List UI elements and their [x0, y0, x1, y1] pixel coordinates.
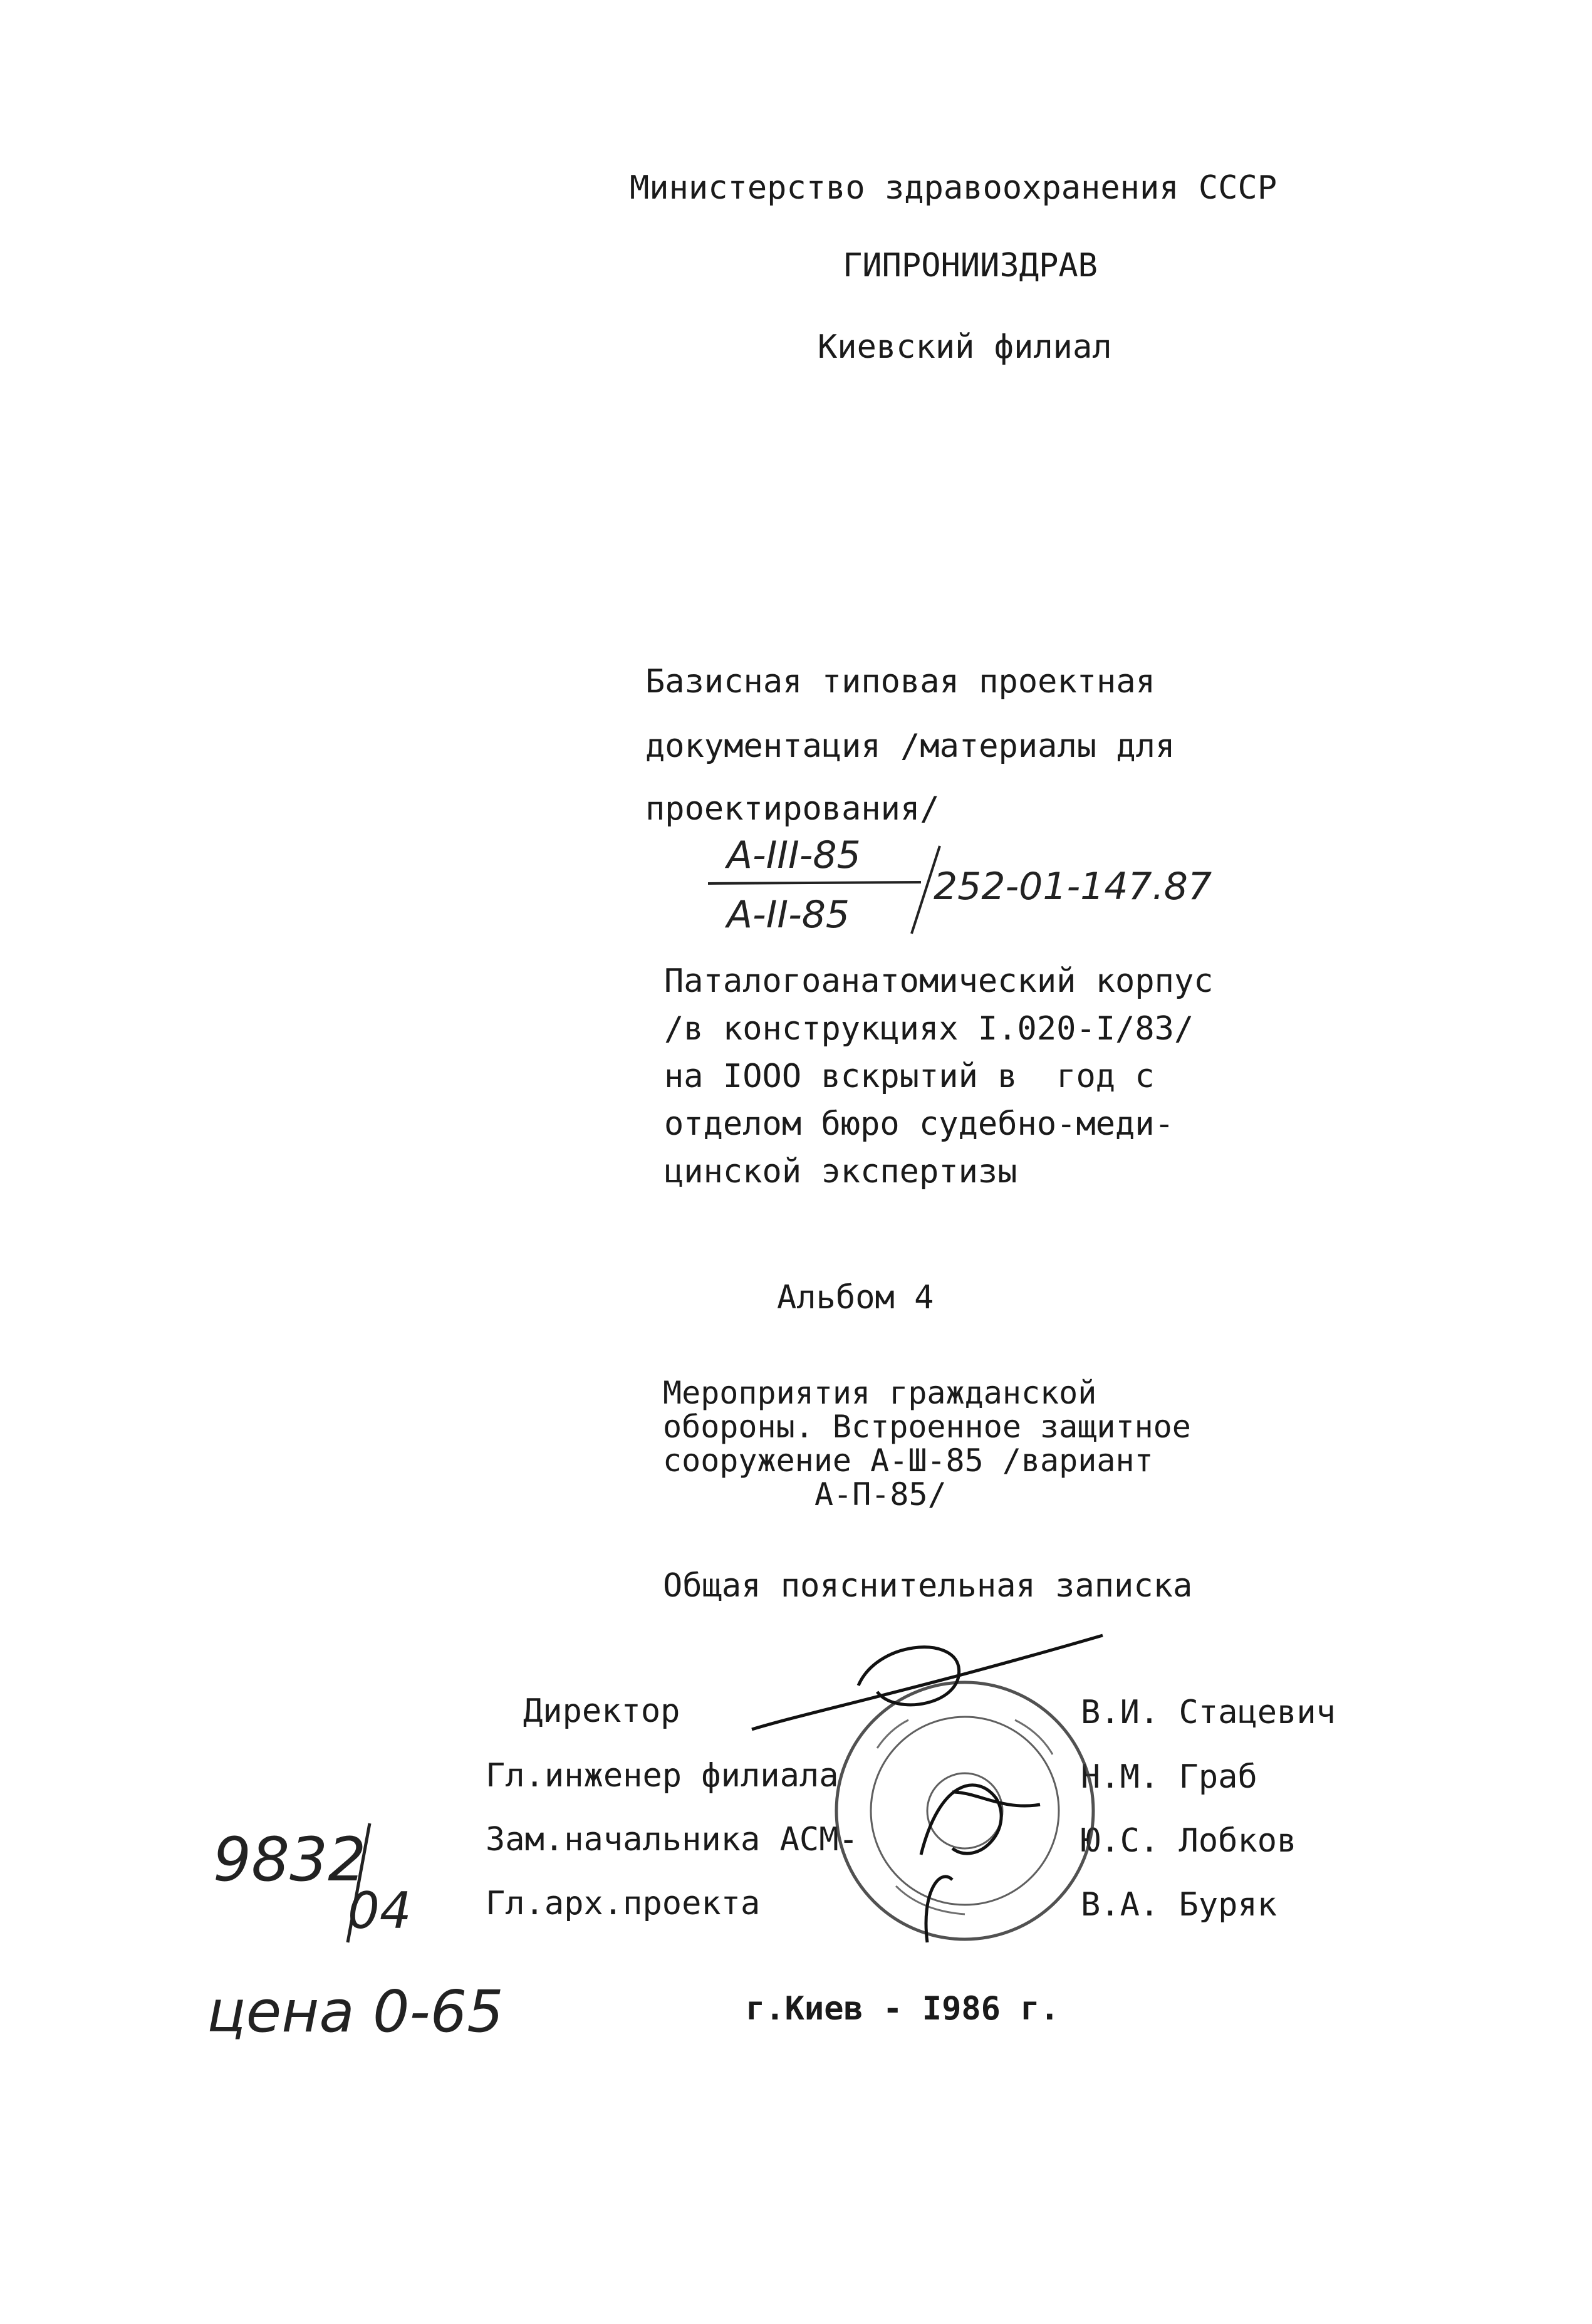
signature-name-4: В.А. Буряк — [1081, 1886, 1277, 1924]
signature-role-4: Гл.арх.проекта — [486, 1885, 761, 1922]
object-line-3: на IOOO вскрытий в год с — [664, 1058, 1155, 1095]
object-line-2: /в конструкциях I.020-I/83/ — [664, 1010, 1194, 1048]
album-label: Альбом 4 — [777, 1279, 934, 1316]
code-numerator: А-III-85 — [727, 833, 861, 877]
institute-title: ГИПРОНИИЗДРАВ — [843, 247, 1098, 284]
round-seal-icon — [836, 1682, 1093, 1939]
code-fraction-line — [708, 882, 921, 883]
branch-title: Киевский филиал — [818, 328, 1112, 366]
description-line-3: проектирования/ — [645, 790, 940, 828]
signature-name-3: Ю.С. Лобков — [1081, 1822, 1297, 1860]
inventory-suffix: 04 — [348, 1882, 412, 1940]
section-line-4: А-П-85/ — [814, 1476, 947, 1513]
note-title: Общая пояснительная записка — [663, 1567, 1193, 1605]
section-line-1: Мероприятия гражданской — [663, 1375, 1097, 1411]
object-line-5: цинской экспертизы — [664, 1153, 1017, 1191]
price-note: цена 0-65 — [207, 1978, 504, 2045]
description-line-1: Базисная типовая проектная — [645, 663, 1155, 701]
section-line-2: обороны. Встроенное защитное — [663, 1409, 1191, 1445]
inventory-slash — [348, 1823, 370, 1942]
signature-role-2: Гл.инженер филиала — [486, 1757, 839, 1795]
signature-role-1: Директор — [523, 1692, 680, 1730]
code-number: 252-01-147.87 — [934, 865, 1212, 909]
description-line-2: документация /материалы для — [645, 727, 1175, 765]
signature-name-2: Н.М. Граб — [1081, 1758, 1257, 1796]
footer-city-year: г.Киев - I986 г. — [746, 1990, 1059, 2028]
code-slash — [912, 846, 940, 934]
signature-role-3: Зам.начальника АСМ- — [486, 1821, 858, 1858]
object-line-1: Паталогоанатомический корпус — [664, 962, 1214, 1000]
code-denominator: А-II-85 — [727, 893, 850, 937]
inventory-number: 9832 — [213, 1825, 367, 1895]
object-line-4: отделом бюро судебно-меди- — [664, 1105, 1174, 1143]
signature-name-1: В.И. Стацевич — [1081, 1694, 1336, 1731]
section-line-3: сооружение А-Ш-85 /вариант — [663, 1442, 1153, 1479]
ministry-title: Министерство здравоохранения СССР — [630, 169, 1277, 207]
